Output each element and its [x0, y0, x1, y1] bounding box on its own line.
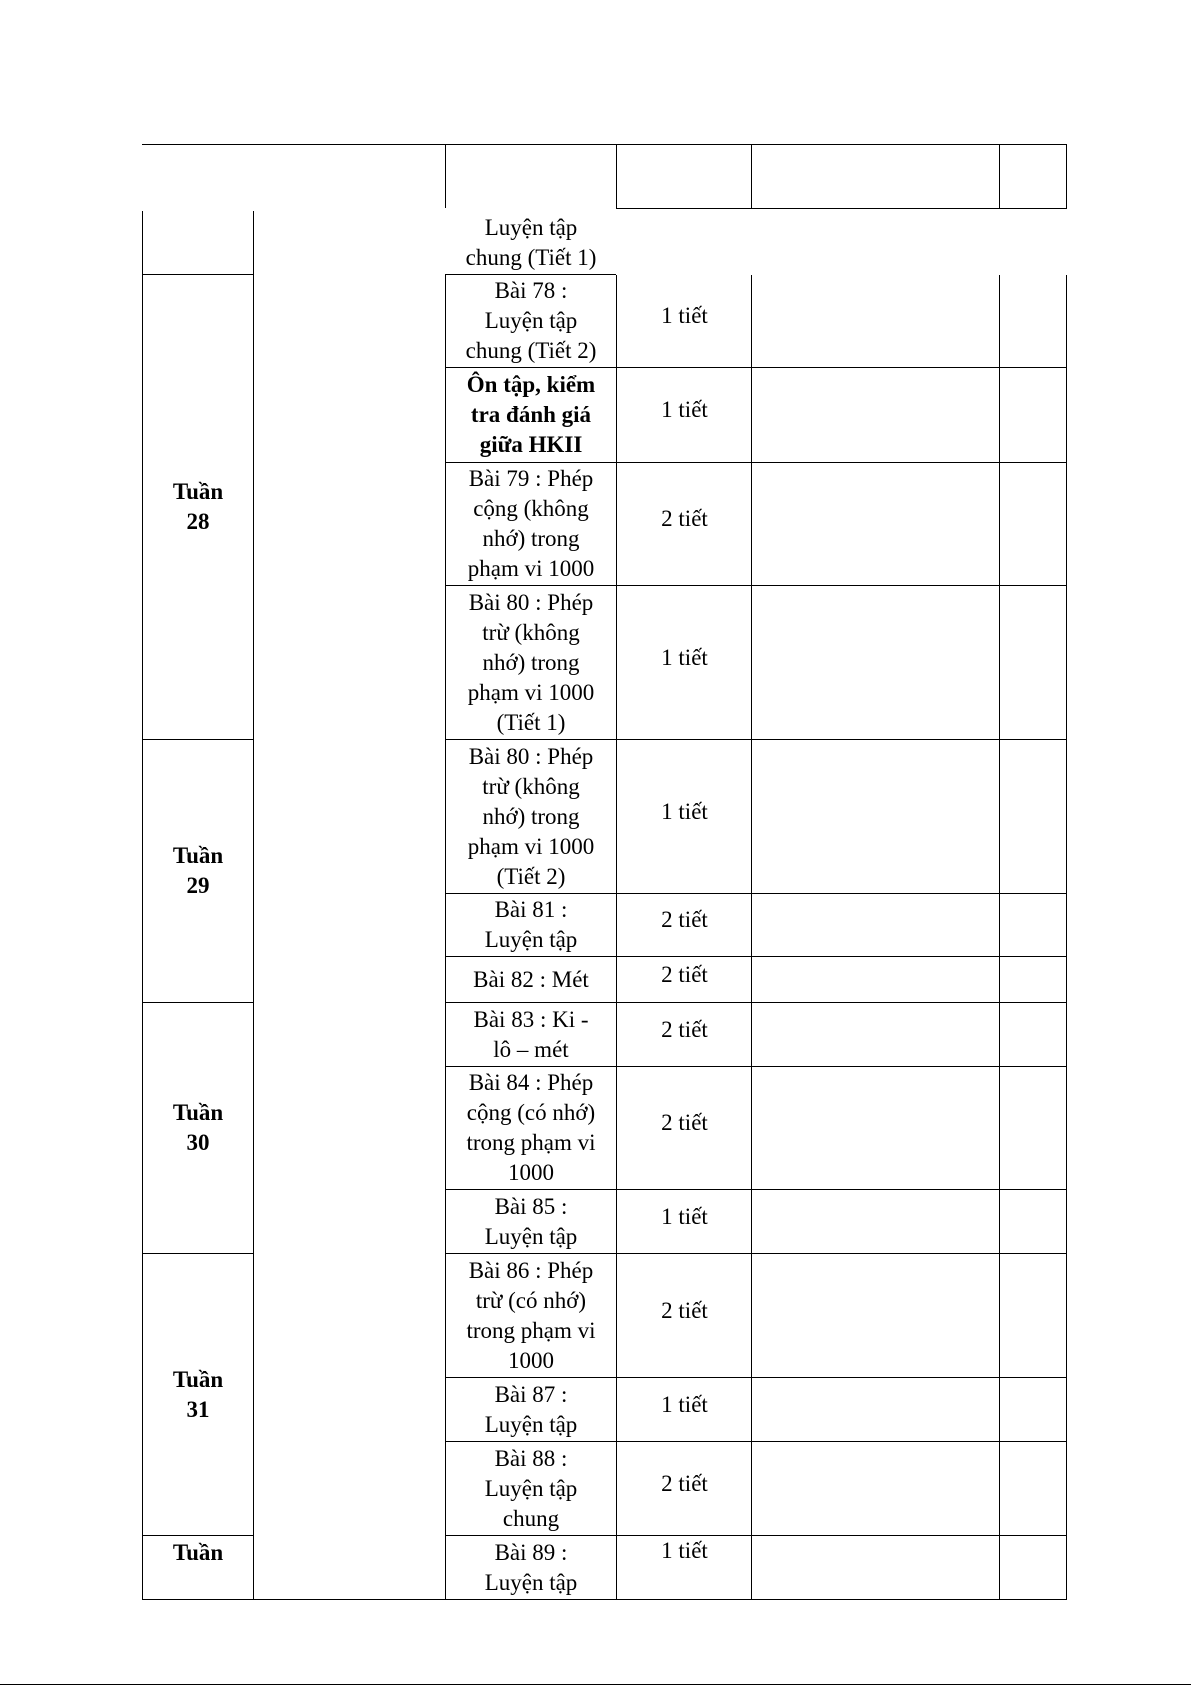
lesson-title: Bài 82 : Mét [473, 966, 589, 992]
lesson-duration: 2 tiết [661, 961, 708, 987]
lesson-duration: 2 tiết [661, 907, 708, 932]
week-label: Tuần [172, 1540, 224, 1565]
lesson-title: Bài 81 : Luyện tập [484, 897, 578, 952]
lesson-duration: 1 tiết [661, 1538, 708, 1563]
lesson-title: Bài 84 : Phép cộng (có nhớ) trong phạm vi 1000 [466, 1070, 596, 1185]
lesson-duration: 2 tiết [661, 1110, 708, 1135]
lesson-duration: 1 tiết [661, 397, 708, 422]
lesson-duration: 2 tiết [661, 1470, 708, 1496]
lesson-duration: 1 tiết [661, 1391, 708, 1417]
table-bottom-border [142, 1599, 1067, 1600]
lesson-title: Bài 87 : Luyện tập [484, 1381, 578, 1437]
header-divider [999, 144, 1000, 208]
lesson-duration: 1 tiết [661, 303, 708, 328]
header-divider [751, 144, 752, 208]
lesson-title: Bài 88 : Luyện tập chung [484, 1445, 578, 1531]
lesson-title: Ôn tập, kiểm tra đánh giá giữa HKII [466, 372, 596, 457]
week-label: Tuần 28 [172, 479, 224, 534]
lesson-duration: 2 tiết [661, 1297, 708, 1323]
lesson-title: Bài 78 : Luyện tập chung (Tiết 2) [465, 278, 597, 363]
lesson-duration: 1 tiết [661, 1203, 708, 1229]
lesson-duration: 1 tiết [661, 798, 708, 824]
lesson-title: Bài 83 : Ki - lô – mét [473, 1006, 589, 1062]
header-divider [1066, 144, 1067, 208]
lesson-duration: 2 tiết [661, 506, 708, 531]
lesson-duration: 2 tiết [661, 1016, 708, 1042]
week-label: Tuần 30 [172, 1100, 224, 1155]
lesson-title: Bài 80 : Phép trừ (không nhớ) trong phạm vi 1000 (Tiết 1) [467, 589, 595, 735]
header-divider [445, 144, 446, 208]
week-label: Tuần 29 [172, 843, 224, 898]
lesson-title: Bài 80 : Phép trừ (không nhớ) trong phạm vi 1000 (Tiết 2) [467, 743, 595, 889]
col-border-week [253, 211, 254, 1600]
lesson-title: Bài 86 : Phép trừ (có nhớ) trong phạm vi 1000 [466, 1257, 596, 1373]
week-label: Tuần 31 [172, 1366, 224, 1422]
col-border-right [1066, 275, 1067, 1600]
lesson-title: Luyện tập chung (Tiết 1) [465, 215, 597, 270]
header-bottom-border [616, 208, 1067, 209]
header-divider [616, 144, 617, 208]
lesson-title: Bài 89 : Luyện tập [484, 1539, 578, 1595]
lesson-title: Bài 79 : Phép cộng (không nhớ) trong phạm vi 1000 [467, 466, 595, 581]
lesson-title: Bài 85 : Luyện tập [484, 1193, 578, 1249]
lesson-duration: 1 tiết [661, 644, 708, 670]
table-top-border [142, 144, 1067, 145]
col-border-notes-right [999, 275, 1000, 1600]
